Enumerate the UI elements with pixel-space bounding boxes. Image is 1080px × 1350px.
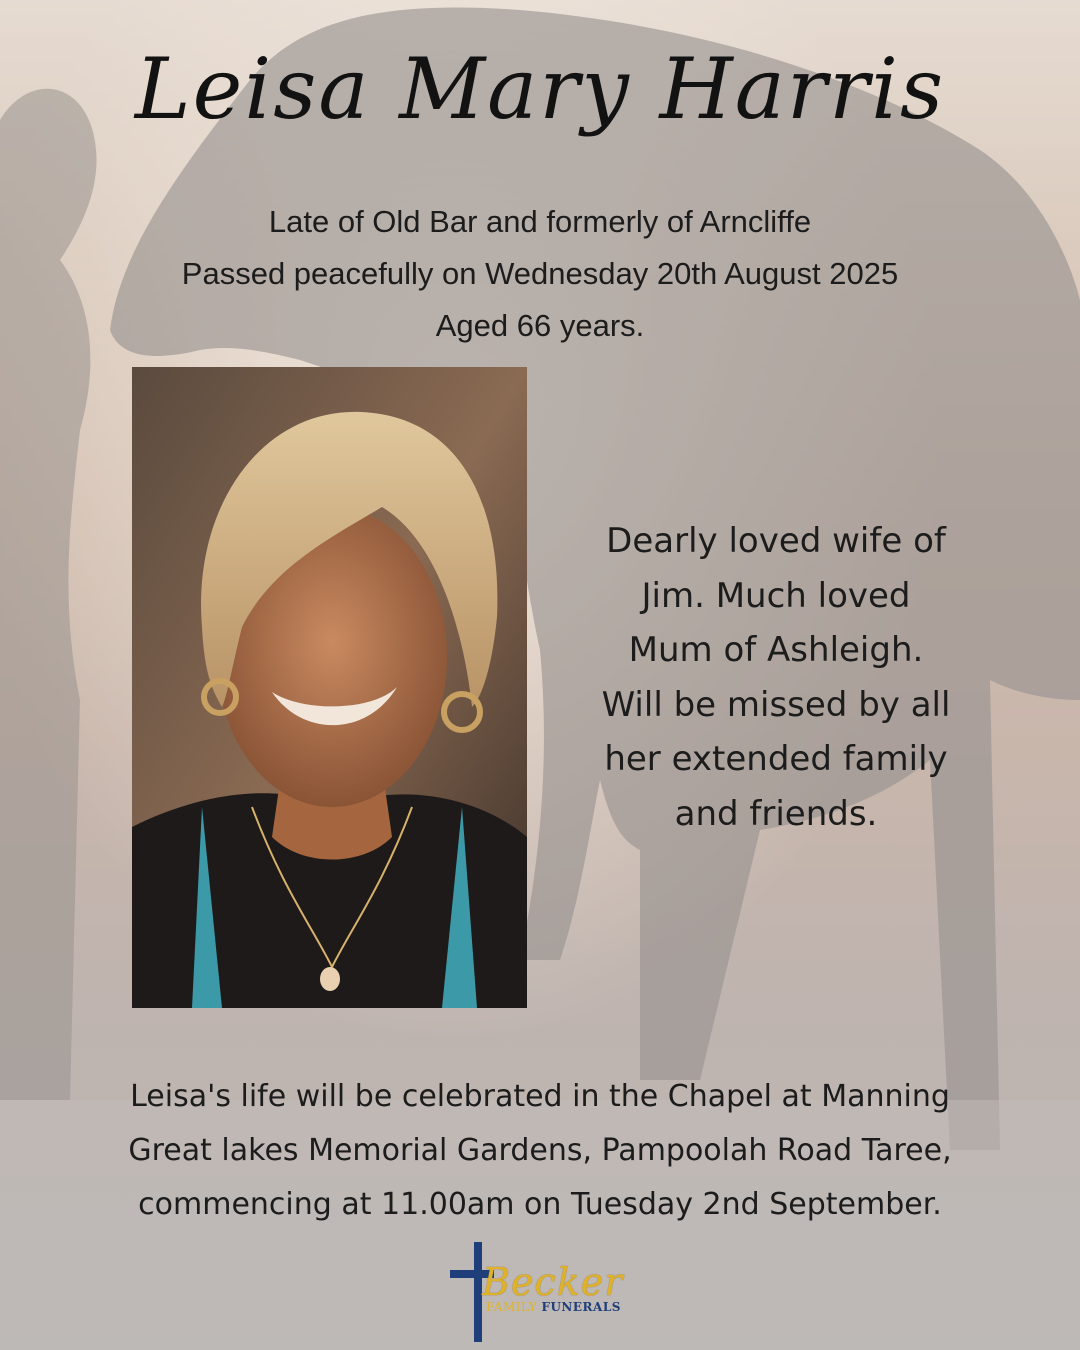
portrait-photo bbox=[132, 367, 527, 1008]
service-line: Leisa's life will be celebrated in the Chapel at Manning bbox=[130, 1079, 950, 1114]
logo-sub-word: FUNERALS bbox=[541, 1300, 621, 1314]
tribute-line: her extended family bbox=[604, 739, 948, 779]
tribute-line: Mum of Ashleigh. bbox=[628, 630, 924, 670]
funeral-home-logo bbox=[446, 1240, 626, 1344]
tribute-line: and friends. bbox=[674, 793, 878, 834]
service-details bbox=[0, 1070, 1080, 1232]
intro-line: Passed peacefully on Wednesday 20th August 2025 bbox=[181, 256, 899, 291]
logo-subtitle bbox=[486, 1300, 621, 1314]
logo-script-text: Becker bbox=[482, 1260, 624, 1304]
intro-line: Aged 66 years. bbox=[435, 308, 645, 343]
tribute-line: Jim. Much loved bbox=[641, 575, 911, 616]
tribute-line: Will be missed by all bbox=[601, 684, 951, 725]
tribute-text bbox=[560, 514, 992, 841]
logo-sub-word: FAMILY bbox=[486, 1300, 538, 1314]
tribute-line: Dearly loved wife of bbox=[606, 521, 946, 561]
intro-text bbox=[0, 196, 1080, 352]
deceased-name: Leisa Mary Harris bbox=[134, 40, 946, 138]
service-line: Great lakes Memorial Gardens, Pampoolah Road Taree, bbox=[128, 1133, 952, 1168]
service-line: commencing at 11.00am on Tuesday 2nd September. bbox=[138, 1187, 942, 1222]
intro-line: Late of Old Bar and formerly of Arncliffe bbox=[268, 204, 812, 239]
